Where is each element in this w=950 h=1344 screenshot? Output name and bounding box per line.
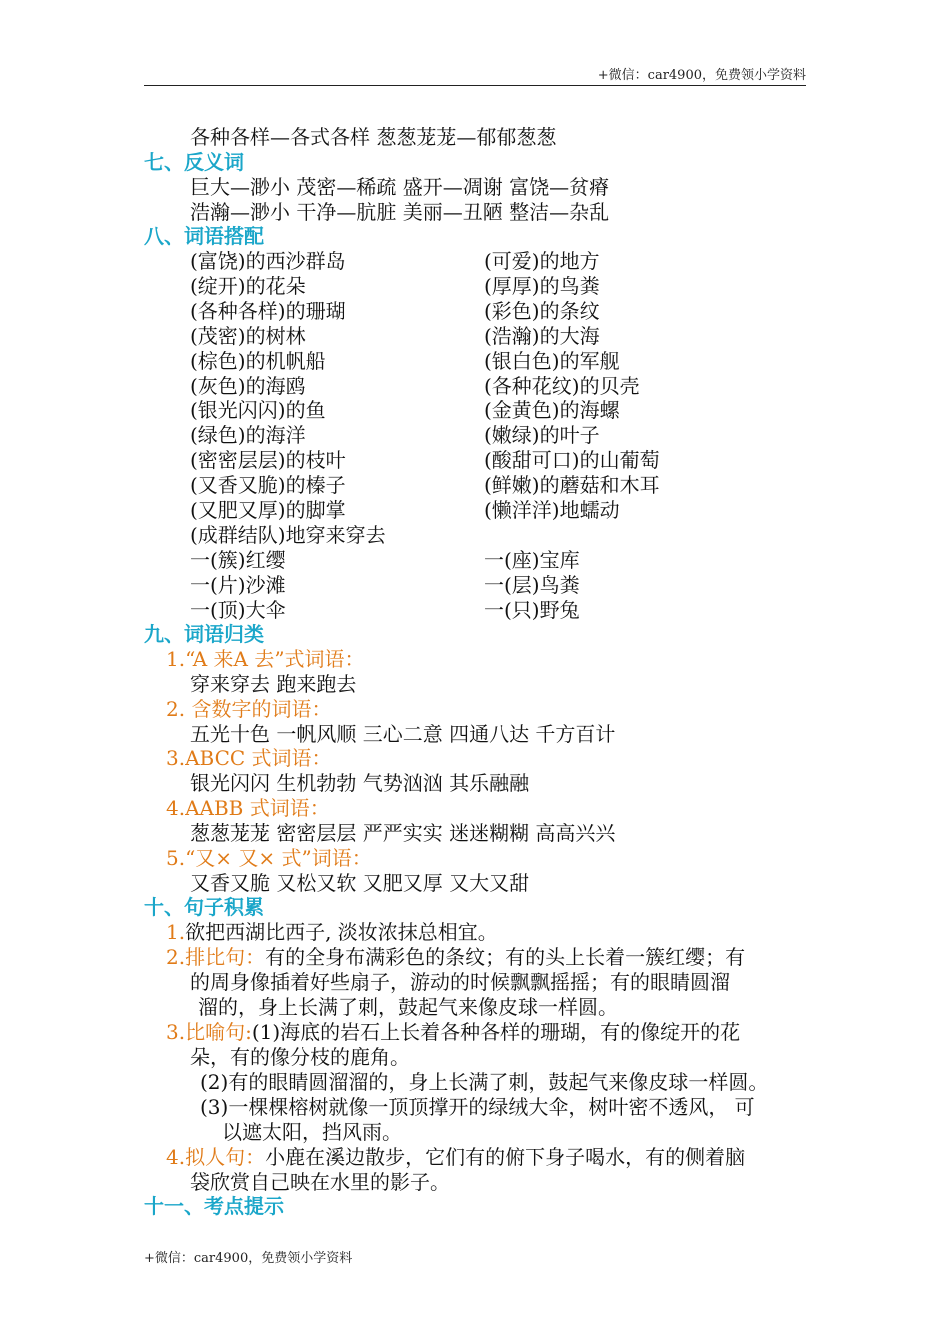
collocation-left-item: (又香又脆)的榛子 — [190, 473, 346, 498]
antonym-line-2: 浩瀚—渺小 干净—肮脏 美丽—丑陋 整洁—杂乱 — [190, 200, 610, 224]
category-1-words: 穿来穿去 跑来跑去 — [190, 672, 357, 696]
sentence-4-number: 4. — [166, 1145, 186, 1169]
sentence-2-number: 2. — [166, 945, 186, 969]
section-10-title: 十、句子积累 — [144, 895, 264, 919]
collocation-right-item: (厚厚)的鸟粪 — [484, 273, 600, 298]
category-5-label: 5.“又× 又× 式”词语： — [166, 846, 372, 870]
collocation-right-item: (鲜嫩)的蘑菇和木耳 — [484, 473, 660, 498]
collocation-left-item: 一(顶)大伞 — [190, 597, 286, 622]
sentence-1 — [166, 920, 498, 944]
header-rule — [144, 85, 806, 86]
sentence-2-text-1: 有的全身布满彩色的条纹；有的头上长着一簇红缨；有 — [265, 945, 746, 969]
collocation-left-item: 一(簇)红缨 — [190, 547, 286, 572]
collocation-left-item: (棕色)的机帆船 — [190, 348, 326, 373]
page-footer: +微信：car4900，免费领小学资料 — [144, 1251, 353, 1266]
section-11-title: 十一、考点提示 — [144, 1194, 284, 1218]
category-2-label: 2. 含数字的词语： — [166, 697, 332, 721]
sentence-4-line-1 — [166, 1145, 745, 1169]
collocation-right-item: (浩瀚)的大海 — [484, 323, 600, 348]
category-3-label: 3.ABCC 式词语： — [166, 746, 332, 770]
category-3-words: 银光闪闪 生机勃勃 气势汹汹 其乐融融 — [190, 771, 530, 795]
collocation-right-item: 一(座)宝库 — [484, 547, 580, 572]
section-9-title: 九、词语归类 — [144, 622, 264, 646]
collocation-right-item: (彩色)的条纹 — [484, 298, 600, 323]
collocation-right-item: 一(只)野兔 — [484, 597, 580, 622]
category-5-words: 又香又脆 又松又软 又肥又厚 又大又甜 — [190, 871, 530, 895]
collocation-left-item: (银光闪闪)的鱼 — [190, 398, 326, 423]
synonym-line: 各种各样—各式各样 葱葱茏茏—郁郁葱葱 — [190, 125, 557, 149]
category-4-words: 葱葱茏茏 密密层层 严严实实 迷迷糊糊 高高兴兴 — [190, 821, 616, 845]
sentence-4-text-1: 小鹿在溪边散步，它们有的俯下身子喝水，有的侧着脑 — [265, 1145, 746, 1169]
sentence-3-line-3: (2)有的眼睛圆溜溜的，身上长满了刺，鼓起气来像皮球一样圆。 — [200, 1070, 769, 1094]
sentence-2-line-3: 溜的，身上长满了刺，鼓起气来像皮球一样圆。 — [198, 995, 618, 1019]
antonym-line-1: 巨大—渺小 茂密—稀疏 盛开—凋谢 富饶—贫瘠 — [190, 175, 610, 199]
collocation-left-item: (绿色)的海洋 — [190, 423, 306, 448]
page-header: +微信：car4900，免费领小学资料 — [597, 68, 806, 83]
collocation-left-item: (各种各样)的珊瑚 — [190, 298, 346, 323]
section-7-title: 七、反义词 — [144, 150, 244, 174]
sentence-3-number: 3. — [166, 1020, 186, 1044]
collocation-left-item: (又肥又厚)的脚掌 — [190, 498, 346, 522]
collocation-right-item: (懒洋洋)地蠕动 — [484, 498, 620, 522]
sentence-3-line-2: 朵，有的像分枝的鹿角。 — [190, 1045, 410, 1069]
collocation-left-item: (绽开)的花朵 — [190, 273, 306, 298]
collocation-left-item: (茂密)的树林 — [190, 323, 306, 348]
sentence-1-text: 欲把西湖比西子, 淡妆浓抹总相宜。 — [185, 920, 498, 944]
collocation-right-item: (嫩绿)的叶子 — [484, 423, 600, 448]
collocation-right-item: (酸甜可口)的山葡萄 — [484, 448, 660, 473]
category-4-label: 4.AABB 式词语： — [166, 796, 330, 820]
sentence-2-label: 排比句： — [185, 945, 266, 969]
collocation-left-item: (密密层层)的枝叶 — [190, 448, 346, 473]
sentence-3-line-4: (3)一棵棵榕树就像一顶顶撑开的绿绒大伞，树叶密不透风， 可 — [200, 1095, 755, 1119]
collocation-right-item: 一(层)鸟粪 — [484, 572, 580, 597]
sentence-2-line-2: 的周身像插着好些扇子，游动的时候飘飘摇摇；有的眼睛圆溜 — [190, 970, 730, 994]
collocation-right-item: (银白色)的军舰 — [484, 348, 620, 373]
collocation-left-item: 一(片)沙滩 — [190, 572, 286, 597]
sentence-1-number: 1. — [166, 920, 186, 944]
section-8-title: 八、词语搭配 — [144, 224, 264, 248]
sentence-4-label: 拟人句： — [185, 1145, 266, 1169]
collocation-right-item: (可爱)的地方 — [484, 249, 600, 273]
sentence-3-text-1: (1)海底的岩石上长着各种各样的珊瑚，有的像绽开的花 — [251, 1020, 741, 1044]
sentence-3-line-5: 以遮太阳，挡风雨。 — [222, 1120, 402, 1144]
collocation-right-item: (金黄色)的海螺 — [484, 398, 620, 423]
sentence-2-line-1 — [166, 945, 745, 969]
category-2-words: 五光十色 一帆风顺 三心二意 四通八达 千方百计 — [190, 722, 616, 746]
sentence-4-line-2: 袋欣赏自己映在水里的影子。 — [190, 1170, 450, 1194]
sentence-3-line-1 — [166, 1020, 740, 1044]
collocation-left-item: (灰色)的海鸥 — [190, 373, 306, 398]
collocation-left-item: (成群结队)地穿来穿去 — [190, 522, 386, 547]
category-1-label: 1.“A 来A 去”式词语： — [166, 647, 365, 671]
sentence-3-label: 比喻句: — [185, 1020, 252, 1044]
collocation-right-item: (各种花纹)的贝壳 — [484, 373, 640, 398]
collocation-left-item: (富饶)的西沙群岛 — [190, 249, 346, 273]
